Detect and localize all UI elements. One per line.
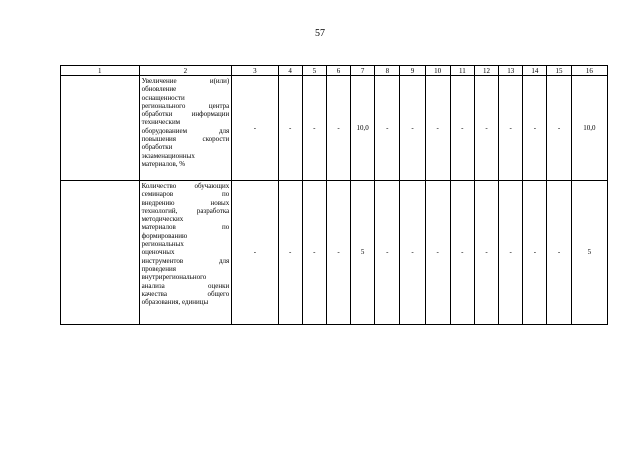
description-line: инструментов для: [141, 256, 230, 265]
value-cell: -: [523, 76, 547, 181]
value-cell: -: [425, 181, 450, 325]
value-cell: 10,0: [571, 76, 607, 181]
value-cell: -: [450, 181, 474, 325]
header-cell: 16: [571, 66, 607, 76]
value-cell: -: [278, 76, 302, 181]
value-cell: -: [450, 76, 474, 181]
description-line: обработки: [141, 143, 173, 152]
indicator-description: [139, 181, 232, 325]
description-line: Количество обучающих: [141, 182, 230, 190]
indicator-table: [60, 65, 608, 325]
header-cell: 14: [523, 66, 547, 76]
header-cell: 8: [375, 66, 400, 76]
value-cell: -: [232, 76, 278, 181]
column-number-row: [61, 66, 608, 76]
value-cell: -: [278, 181, 302, 325]
header-cell: 13: [499, 66, 523, 76]
header-cell: 10: [425, 66, 450, 76]
description-line: образования, единицы: [141, 298, 209, 307]
value-cell: 10,0: [351, 76, 375, 181]
description-line: анализа оценки: [141, 281, 230, 290]
value-cell: -: [547, 181, 571, 325]
description-line: Увеличение и(или): [141, 77, 230, 85]
value-cell: -: [425, 76, 450, 181]
value-cell: -: [326, 181, 350, 325]
description-line: экзаменационных: [141, 151, 195, 160]
value-cell: -: [499, 76, 523, 181]
table-row: [61, 181, 608, 325]
description-line: материалов по: [141, 223, 230, 232]
value-cell: -: [400, 181, 425, 325]
header-cell: 15: [547, 66, 571, 76]
value-cell: -: [326, 76, 350, 181]
description-line: обновление: [141, 85, 177, 94]
indicator-description: [139, 76, 232, 181]
description-line: качества общего: [141, 289, 230, 298]
description-line: оценочных: [141, 248, 175, 257]
description-line: проведения: [141, 264, 176, 273]
header-cell: 5: [302, 66, 326, 76]
row-index-cell: [61, 76, 140, 181]
value-cell: -: [302, 181, 326, 325]
value-cell: -: [375, 181, 400, 325]
description-line: техническим: [141, 118, 181, 127]
description-line: материалов, %: [141, 159, 186, 168]
value-cell: -: [474, 76, 498, 181]
header-cell: 9: [400, 66, 425, 76]
value-cell: -: [400, 76, 425, 181]
description-line: технологий, разработка: [141, 206, 230, 215]
description-line: внутрирегионального: [141, 273, 207, 282]
page-number: 57: [315, 28, 325, 39]
header-cell: 11: [450, 66, 474, 76]
value-cell: -: [302, 76, 326, 181]
description-line: внедрению новых: [141, 198, 230, 207]
description-line: повышения скорости: [141, 135, 230, 144]
header-cell: 4: [278, 66, 302, 76]
value-cell: -: [375, 76, 400, 181]
description-line: оборудованием для: [141, 126, 230, 135]
description-line: формированию: [141, 231, 188, 240]
value-cell: -: [474, 181, 498, 325]
value-cell: 5: [351, 181, 375, 325]
description-line: оснащенности: [141, 93, 185, 102]
description-line: семинаров по: [141, 190, 230, 199]
value-cell: -: [523, 181, 547, 325]
header-cell: 3: [232, 66, 278, 76]
value-cell: -: [232, 181, 278, 325]
header-cell: 6: [326, 66, 350, 76]
table-row: [61, 76, 608, 181]
row-index-cell: [61, 181, 140, 325]
value-cell: 5: [571, 181, 607, 325]
header-cell: 2: [139, 66, 232, 76]
description-line: обработки информации: [141, 110, 230, 119]
value-cell: -: [499, 181, 523, 325]
description-line: методических: [141, 215, 184, 224]
description-line: региональных: [141, 240, 184, 249]
header-cell: 7: [351, 66, 375, 76]
header-cell: 1: [61, 66, 140, 76]
value-cell: -: [547, 76, 571, 181]
description-line: регионального центра: [141, 101, 230, 110]
header-cell: 12: [474, 66, 498, 76]
